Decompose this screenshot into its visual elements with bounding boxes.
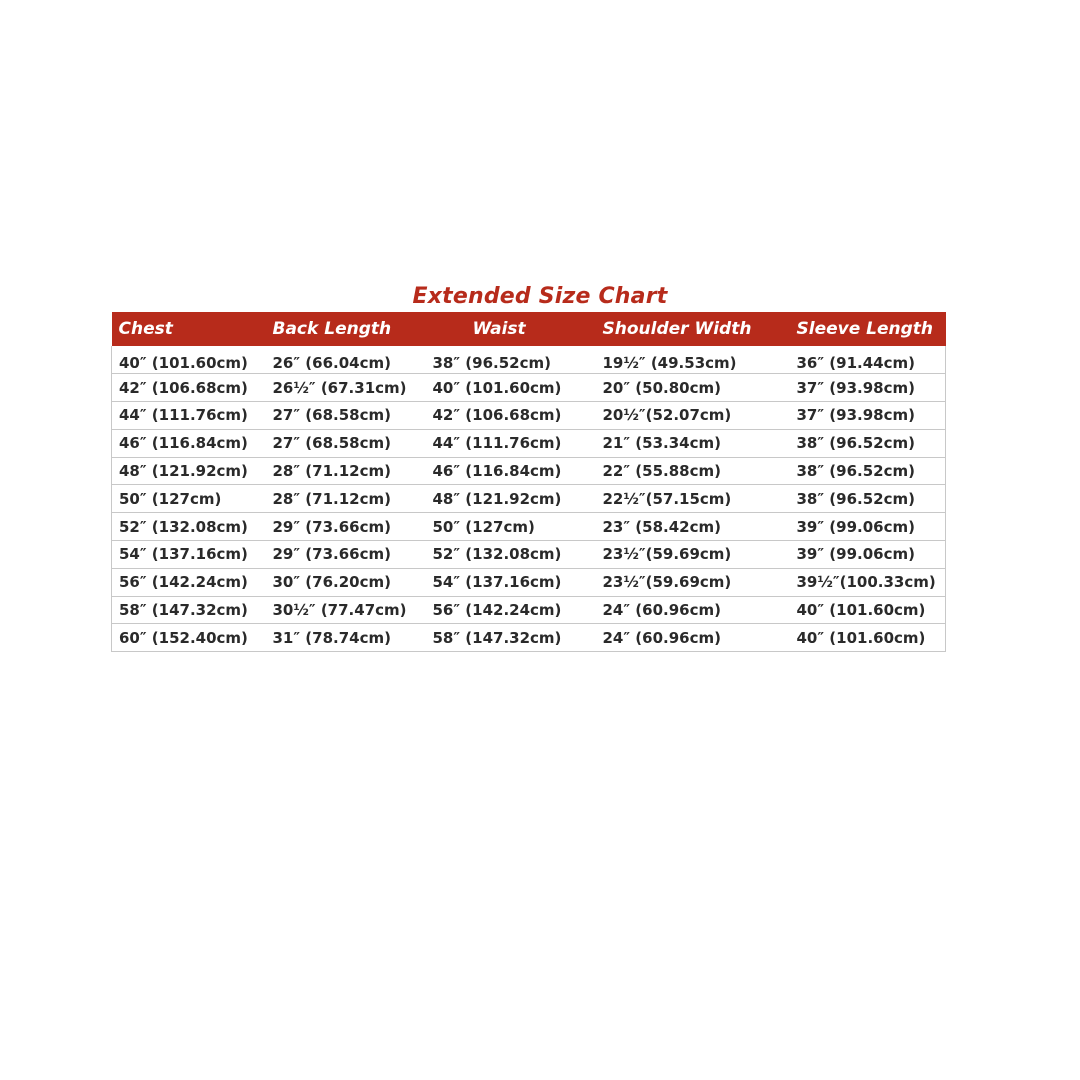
back-length-cell: 30½″ (77.47cm)	[272, 601, 407, 620]
sleeve-length-cell: 39″ (99.06cm)	[796, 545, 915, 564]
column-header-chest: Chest	[118, 319, 173, 339]
sleeve-length-cell: 38″ (96.52cm)	[796, 489, 915, 508]
table-row	[112, 541, 946, 569]
table-row	[112, 374, 946, 402]
waist-cell: 50″ (127cm)	[432, 517, 535, 536]
column-header-waist: Waist	[472, 319, 526, 339]
back-length-cell: 29″ (73.66cm)	[272, 545, 391, 564]
shoulder-width-cell: 20″ (50.80cm)	[602, 378, 721, 397]
chest-cell: 40″ (101.60cm)	[119, 353, 248, 372]
waist-cell: 54″ (137.16cm)	[432, 573, 562, 592]
sleeve-length-cell: 38″ (96.52cm)	[796, 434, 915, 453]
chest-cell: 48″ (121.92cm)	[119, 462, 248, 481]
waist-cell: 52″ (132.08cm)	[432, 545, 562, 564]
back-length-cell: 28″ (71.12cm)	[272, 462, 391, 481]
chest-cell: 46″ (116.84cm)	[119, 434, 248, 453]
waist-cell: 44″ (111.76cm)	[432, 434, 562, 453]
chest-cell: 44″ (111.76cm)	[119, 406, 248, 425]
shoulder-width-cell: 22½″(57.15cm)	[602, 489, 732, 508]
shoulder-width-cell: 24″ (60.96cm)	[602, 601, 721, 620]
back-length-cell: 27″ (68.58cm)	[272, 434, 391, 453]
chest-cell: 58″ (147.32cm)	[119, 601, 248, 620]
sleeve-length-cell: 40″ (101.60cm)	[796, 628, 926, 647]
shoulder-width-cell: 23½″(59.69cm)	[602, 573, 732, 592]
chest-cell: 42″ (106.68cm)	[119, 378, 248, 397]
shoulder-width-cell: 23″ (58.42cm)	[602, 517, 721, 536]
shoulder-width-cell: 20½″(52.07cm)	[602, 406, 732, 425]
back-length-cell: 29″ (73.66cm)	[272, 517, 391, 536]
waist-cell: 58″ (147.32cm)	[432, 628, 562, 647]
table-header	[112, 312, 946, 346]
table-row	[112, 624, 946, 652]
back-length-cell: 27″ (68.58cm)	[272, 406, 391, 425]
header-row	[112, 312, 946, 346]
column-header-sleeve-length: Sleeve Length	[796, 319, 934, 339]
chest-cell: 54″ (137.16cm)	[119, 545, 248, 564]
shoulder-width-cell: 21″ (53.34cm)	[602, 434, 721, 453]
waist-cell: 48″ (121.92cm)	[432, 489, 562, 508]
table-row	[112, 513, 946, 541]
column-header-shoulder-width: Shoulder Width	[602, 319, 752, 339]
table-row	[112, 596, 946, 624]
sleeve-length-cell: 39″ (99.06cm)	[796, 517, 915, 536]
back-length-cell: 31″ (78.74cm)	[272, 628, 391, 647]
chest-cell: 52″ (132.08cm)	[119, 517, 248, 536]
shoulder-width-cell: 19½″ (49.53cm)	[602, 353, 737, 372]
sleeve-length-cell: 37″ (93.98cm)	[796, 406, 915, 425]
sleeve-length-cell: 36″ (91.44cm)	[796, 353, 915, 372]
waist-cell: 46″ (116.84cm)	[432, 462, 562, 481]
waist-cell: 42″ (106.68cm)	[432, 406, 562, 425]
back-length-cell: 26″ (66.04cm)	[272, 353, 391, 372]
waist-cell: 40″ (101.60cm)	[432, 378, 562, 397]
chest-cell: 56″ (142.24cm)	[119, 573, 248, 592]
chart-title: Extended Size Chart	[412, 284, 668, 309]
waist-cell: 56″ (142.24cm)	[432, 601, 562, 620]
shoulder-width-cell: 24″ (60.96cm)	[602, 628, 721, 647]
back-length-cell: 28″ (71.12cm)	[272, 489, 391, 508]
table-row	[112, 429, 946, 457]
sleeve-length-cell: 37″ (93.98cm)	[796, 378, 915, 397]
table-row	[112, 346, 946, 374]
chest-cell: 60″ (152.40cm)	[119, 628, 248, 647]
table-row	[112, 402, 946, 430]
table-body	[112, 346, 946, 652]
table-row	[112, 568, 946, 596]
table-row	[112, 485, 946, 513]
waist-cell: 38″ (96.52cm)	[432, 353, 551, 372]
back-length-cell: 30″ (76.20cm)	[272, 573, 391, 592]
sleeve-length-cell: 40″ (101.60cm)	[796, 601, 926, 620]
sleeve-length-cell: 38″ (96.52cm)	[796, 462, 915, 481]
shoulder-width-cell: 23½″(59.69cm)	[602, 545, 732, 564]
chest-cell: 50″ (127cm)	[119, 489, 222, 508]
shoulder-width-cell: 22″ (55.88cm)	[602, 462, 721, 481]
back-length-cell: 26½″ (67.31cm)	[272, 378, 407, 397]
column-header-back-length: Back Length	[272, 319, 392, 339]
table-row	[112, 457, 946, 485]
size-table	[111, 312, 946, 652]
sleeve-length-cell: 39½″(100.33cm)	[796, 573, 936, 592]
